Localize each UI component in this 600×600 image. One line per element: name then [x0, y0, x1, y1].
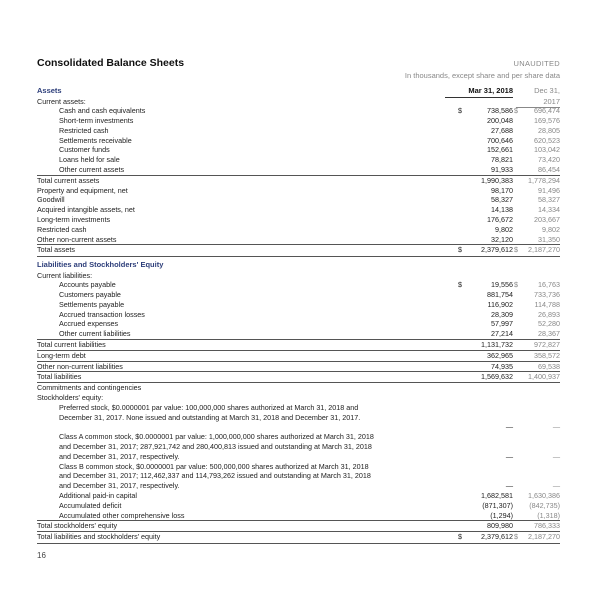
value-2018: 1,682,581 [481, 491, 513, 501]
row-label: Long-term debt [37, 350, 86, 360]
value-2018: 19,556 [491, 280, 513, 290]
value-2018: 176,672 [487, 215, 513, 225]
stockholders-equity-label-row [37, 393, 560, 403]
table-row [37, 501, 560, 511]
page-title: Consolidated Balance Sheets [37, 57, 185, 69]
currency-symbol: $ [458, 280, 462, 290]
total-liabilities-row [37, 371, 560, 382]
row-label: Goodwill [37, 195, 65, 205]
table-row [37, 136, 560, 146]
value-2018: — [505, 451, 513, 461]
total-current-assets-row [37, 175, 560, 186]
value-2017: 1,630,386 [528, 491, 560, 501]
row-label: Total current assets [37, 175, 100, 185]
value-2017: 358,572 [534, 350, 560, 360]
assets-section [37, 86, 560, 257]
value-2018: 91,933 [491, 165, 513, 175]
long-term-debt-row [37, 350, 560, 361]
row-label: Long-term investments [37, 215, 111, 225]
table-row [37, 319, 560, 329]
value-2017: 2,187,270 [528, 532, 560, 542]
value-2018: 74,935 [491, 361, 513, 371]
value-2017: 86,454 [538, 165, 560, 175]
value-2017: 14,334 [538, 205, 560, 215]
row-label: Current liabilities: [37, 270, 93, 280]
row-label: Total assets [37, 245, 75, 255]
value-2017: 31,350 [538, 234, 560, 244]
table-row [37, 155, 560, 165]
table-row [37, 126, 560, 136]
current-liabilities-label-row [37, 271, 560, 281]
value-2018: 200,048 [487, 116, 513, 126]
value-2017: 203,667 [534, 215, 560, 225]
current-assets-label-row [37, 97, 560, 107]
value-2018: 738,586 [487, 106, 513, 116]
row-label: Other current liabilities [59, 329, 131, 339]
row-label: Other current assets [59, 165, 125, 175]
commitments-row [37, 382, 560, 393]
value-2018: 1,990,383 [481, 175, 513, 185]
value-2017: 69,538 [538, 361, 560, 371]
row-label: Stockholders' equity: [37, 393, 104, 403]
value-2017: — [552, 481, 560, 491]
row-label: Total liabilities and stockholders' equity [37, 532, 161, 542]
value-2017: 16,763 [538, 280, 560, 290]
table-row [37, 205, 560, 215]
row-label: Accrued transaction losses [59, 309, 145, 319]
total-liabilities-and-equity-row [37, 531, 560, 544]
value-2018: 27,688 [491, 125, 513, 135]
row-label: Additional paid-in capital [59, 491, 137, 501]
page-number: 16 [37, 551, 46, 560]
value-2017: 52,280 [538, 319, 560, 329]
table-row [37, 290, 560, 300]
total-stockholders-equity-row [37, 520, 560, 531]
value-2018: 700,646 [487, 135, 513, 145]
value-2017: 58,327 [538, 195, 560, 205]
table-row [37, 300, 560, 310]
row-label: Customer funds [59, 145, 110, 155]
table-row [37, 280, 560, 290]
currency-symbol: $ [458, 532, 462, 542]
liabilities-heading: Liabilities and Stockholders' Equity [37, 260, 164, 269]
value-2018: 881,754 [487, 290, 513, 300]
row-label: Accumulated other comprehensive loss [59, 510, 185, 520]
class-b-stock-row [37, 462, 560, 491]
value-2018: — [505, 422, 513, 432]
currency-symbol: $ [458, 106, 462, 116]
row-label: Other non-current liabilities [37, 361, 123, 371]
value-2017: 972,827 [534, 340, 560, 350]
table-row [37, 225, 560, 235]
row-label: Settlements payable [59, 299, 125, 309]
value-2018: 28,309 [491, 309, 513, 319]
row-label: Class B common stock, $0.0000001 par value: 500,000,000 shares authorized at March 31, 2018 and December 31, 2017; 112,462,337 and 114,793,262 issued and outstanding at March 31, 2018 and December 31, 2017, respectively. [59, 461, 371, 491]
value-2018: 58,327 [491, 195, 513, 205]
value-2018: 2,379,612 [481, 245, 513, 255]
value-2017: 733,736 [534, 290, 560, 300]
value-2018: 32,120 [491, 234, 513, 244]
value-2017: 169,576 [534, 116, 560, 126]
value-2018: 27,214 [491, 329, 513, 339]
table-row [37, 235, 560, 245]
column-header-mar-2018: Mar 31, 2018 [445, 86, 513, 98]
total-assets-row [37, 244, 560, 257]
value-2017: 786,333 [534, 521, 560, 531]
row-label: Total stockholders' equity [37, 521, 118, 531]
other-noncurrent-liabilities-row [37, 361, 560, 372]
row-label: Current assets: [37, 96, 86, 106]
row-label: Property and equipment, net [37, 185, 128, 195]
value-2018: — [505, 481, 513, 491]
currency-symbol: $ [514, 532, 518, 542]
row-label: Total liabilities [37, 372, 82, 382]
value-2017: — [552, 422, 560, 432]
table-row [37, 165, 560, 175]
value-2017: 103,042 [534, 145, 560, 155]
table-row [37, 186, 560, 196]
value-2018: 1,569,632 [481, 372, 513, 382]
row-label: Restricted cash [59, 125, 109, 135]
row-label: Other non-current assets [37, 234, 117, 244]
value-2017: 696,474 [534, 106, 560, 116]
row-label: Restricted cash [37, 224, 87, 234]
value-2017: 28,805 [538, 125, 560, 135]
row-label: Customers payable [59, 290, 121, 300]
total-current-liabilities-row [37, 339, 560, 350]
table-row [37, 310, 560, 320]
value-2018: 809,980 [487, 521, 513, 531]
value-2018: (871,307) [482, 500, 513, 510]
table-row [37, 511, 560, 521]
liabilities-section [37, 260, 560, 544]
value-2017: 1,400,937 [528, 372, 560, 382]
value-2017: 26,893 [538, 309, 560, 319]
row-label: Loans held for sale [59, 155, 120, 165]
value-2018: 9,802 [495, 224, 513, 234]
currency-symbol: $ [514, 280, 518, 290]
table-row [37, 329, 560, 339]
value-2017: 9,802 [542, 224, 560, 234]
value-2017: — [552, 451, 560, 461]
value-2018: 1,131,732 [481, 340, 513, 350]
currency-symbol: $ [458, 245, 462, 255]
row-label: Class A common stock, $0.0000001 par value: 1,000,000,000 shares authorized at March 31, 2018 and December 31, 2017; 287,921,742 and 280,400,813 issued and outstanding at March 31, 2018 and December 31, 2017, respectively. [59, 432, 374, 461]
table-row [37, 106, 560, 116]
table-row [37, 116, 560, 126]
value-2017: 91,496 [538, 185, 560, 195]
value-2018: 116,902 [487, 299, 513, 309]
row-label: Preferred stock, $0.0000001 par value: 100,000,000 shares authorized at March 31, 2018 and December 31, 2017. None issued and outstanding at March 31, 2018 and December 31, 2017. [59, 402, 361, 422]
value-2018: 98,170 [491, 185, 513, 195]
column-header-dec-2017: Dec 31, 2017 [516, 86, 560, 108]
value-2017: 1,778,294 [528, 175, 560, 185]
row-label: Accounts payable [59, 280, 116, 290]
value-2017: 73,420 [538, 155, 560, 165]
value-2018: (1,294) [490, 510, 513, 520]
value-2017: 114,788 [534, 299, 560, 309]
liabilities-heading-row [37, 260, 560, 271]
row-label: Short-term investments [59, 116, 134, 126]
table-row [37, 491, 560, 501]
value-2018: 362,965 [487, 350, 513, 360]
report-header [37, 57, 560, 87]
table-row [37, 215, 560, 225]
value-2017: (1,318) [537, 510, 560, 520]
row-label: Settlements receivable [59, 135, 132, 145]
table-row [37, 195, 560, 205]
unaudited-label: UNAUDITED [513, 59, 560, 68]
currency-symbol: $ [514, 245, 518, 255]
value-2018: 57,997 [491, 319, 513, 329]
value-2017: 28,367 [538, 329, 560, 339]
value-2018: 78,821 [491, 155, 513, 165]
row-label: Cash and cash equivalents [59, 106, 146, 116]
currency-symbol: $ [514, 106, 518, 116]
value-2018: 152,661 [487, 145, 513, 155]
value-2017: 620,523 [534, 135, 560, 145]
value-2018: 2,379,612 [481, 532, 513, 542]
table-row [37, 145, 560, 155]
row-label: Total current liabilities [37, 340, 106, 350]
row-label: Accumulated deficit [59, 500, 122, 510]
row-label: Commitments and contingencies [37, 383, 142, 393]
value-2017: (842,735) [529, 500, 560, 510]
preferred-stock-row [37, 403, 560, 432]
row-label: Acquired intangible assets, net [37, 205, 135, 215]
assets-heading: Assets [37, 86, 62, 95]
row-label: Accrued expenses [59, 319, 119, 329]
value-2017: 2,187,270 [528, 245, 560, 255]
units-subtitle: In thousands, except share and per share data [404, 71, 560, 80]
value-2018: 14,138 [491, 205, 513, 215]
class-a-stock-row [37, 432, 560, 461]
